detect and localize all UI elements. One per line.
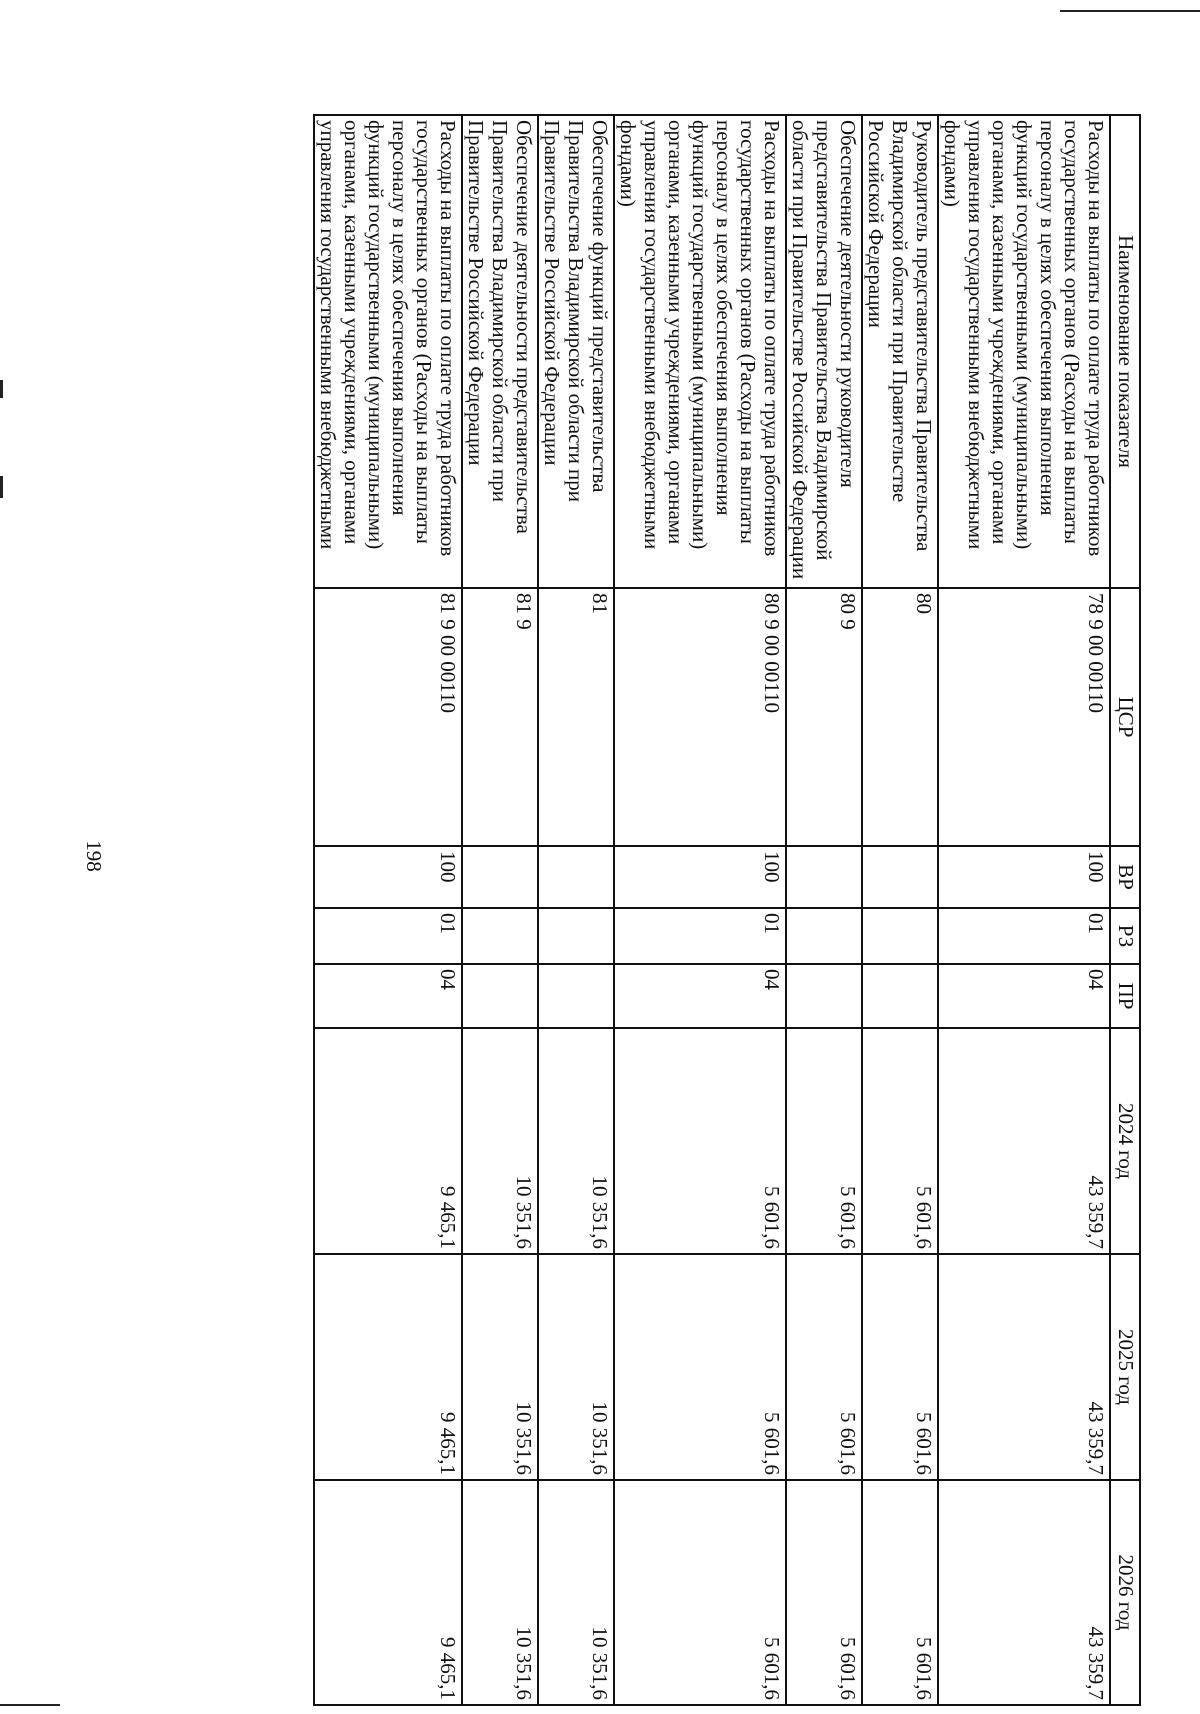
cell-csr: 80 9 00 00110 [614,588,786,846]
cell-2024: 10 351,6 [538,1028,614,1254]
budget-table [313,114,1141,1706]
cell-2026: 43 359,7 [938,1480,1110,1705]
cell-csr: 81 9 00 00110 [314,588,462,846]
header-name: Наименование показателя [1110,115,1140,588]
cell-name: Обеспечение деятельности руководителя представительства Правительства Владимирской области при Правительстве Российской Федерации [786,115,862,588]
scan-edge-mark-left-2 [0,476,3,498]
page-number [82,836,106,876]
cell-pr [538,964,614,1028]
table-row [314,115,462,1705]
cell-vr [462,846,538,908]
table-row [938,115,1110,1705]
cell-2024: 5 601,6 [786,1028,862,1254]
cell-2025: 5 601,6 [614,1254,786,1480]
cell-name: Расходы на выплаты по оплате труда работников государственных органов (Расходы на выплаты персоналу в целях обеспечения выполнения функций государственными (муниципальными) органами, казенными учреждениями, органами управления государственными внебюджетными фондами) [938,115,1110,588]
cell-pr [786,964,862,1028]
cell-csr: 78 9 00 00110 [938,588,1110,846]
cell-2025: 10 351,6 [462,1254,538,1480]
header-vr: ВР [1110,846,1140,908]
header-pr: ПР [1110,964,1140,1028]
cell-pr [462,964,538,1028]
cell-rz: 01 [614,908,786,964]
cell-2024: 5 601,6 [862,1028,938,1254]
cell-2025: 43 359,7 [938,1254,1110,1480]
cell-vr [862,846,938,908]
table-row [862,115,938,1705]
cell-pr: 04 [938,964,1110,1028]
cell-csr: 81 9 [462,588,538,846]
cell-2026: 5 601,6 [862,1480,938,1705]
cell-csr: 80 9 [786,588,862,846]
budget-table-rotated [181,114,1141,1704]
cell-rz [862,908,938,964]
table-row [462,115,538,1705]
cell-2024: 5 601,6 [614,1028,786,1254]
cell-name: Обеспечение деятельности представительства Правительства Владимирской области при Правительстве Российской Федерации [462,115,538,588]
cell-name: Обеспечение функций представительства Правительства Владимирской области при Правительстве Российской Федерации [538,115,614,588]
cell-csr: 81 [538,588,614,846]
cell-rz [462,908,538,964]
cell-vr: 100 [614,846,786,908]
header-csr: ЦСР [1110,588,1140,846]
cell-2026: 5 601,6 [786,1480,862,1705]
table-row [786,115,862,1705]
header-2026: 2026 год [1110,1480,1140,1705]
cell-2025: 9 465,1 [314,1254,462,1480]
cell-vr [538,846,614,908]
page-number-text: 198 [82,840,106,872]
scan-edge-mark-left-1 [0,380,3,398]
cell-2025: 5 601,6 [862,1254,938,1480]
header-2025: 2025 год [1110,1254,1140,1480]
table-row [614,115,786,1705]
table-row [538,115,614,1705]
cell-name: Расходы на выплаты по оплате труда работников государственных органов (Расходы на выплаты персоналу в целях обеспечения выполнения функций государственными (муниципальными) органами, казенными учреждениями, органами управления государственными внебюджетными [314,115,462,588]
cell-rz: 01 [938,908,1110,964]
scan-edge-mark-bottom [0,1704,60,1706]
cell-2024: 9 465,1 [314,1028,462,1254]
cell-rz [786,908,862,964]
cell-2026: 10 351,6 [538,1480,614,1705]
cell-2025: 10 351,6 [538,1254,614,1480]
cell-pr [862,964,938,1028]
cell-2025: 5 601,6 [786,1254,862,1480]
header-rz: РЗ [1110,908,1140,964]
cell-2026: 5 601,6 [614,1480,786,1705]
cell-2024: 43 359,7 [938,1028,1110,1254]
cell-rz [538,908,614,964]
cell-name: Расходы на выплаты по оплате труда работников государственных органов (Расходы на выплаты персоналу в целях обеспечения выполнения функций государственными (муниципальными) органами, казенными учреждениями, органами управления государственными внебюджетными фондами) [614,115,786,588]
cell-name: Руководитель представительства Правительства Владимирской области при Правительстве Российской Федерации [862,115,938,588]
cell-2026: 9 465,1 [314,1480,462,1705]
table-header-row [1110,115,1140,1705]
cell-pr: 04 [614,964,786,1028]
cell-pr: 04 [314,964,462,1028]
cell-csr: 80 [862,588,938,846]
cell-2024: 10 351,6 [462,1028,538,1254]
cell-vr: 100 [938,846,1110,908]
cell-vr: 100 [314,846,462,908]
cell-2026: 10 351,6 [462,1480,538,1705]
scan-edge-mark-top [1060,10,1200,12]
cell-rz: 01 [314,908,462,964]
cell-vr [786,846,862,908]
header-2024: 2024 год [1110,1028,1140,1254]
